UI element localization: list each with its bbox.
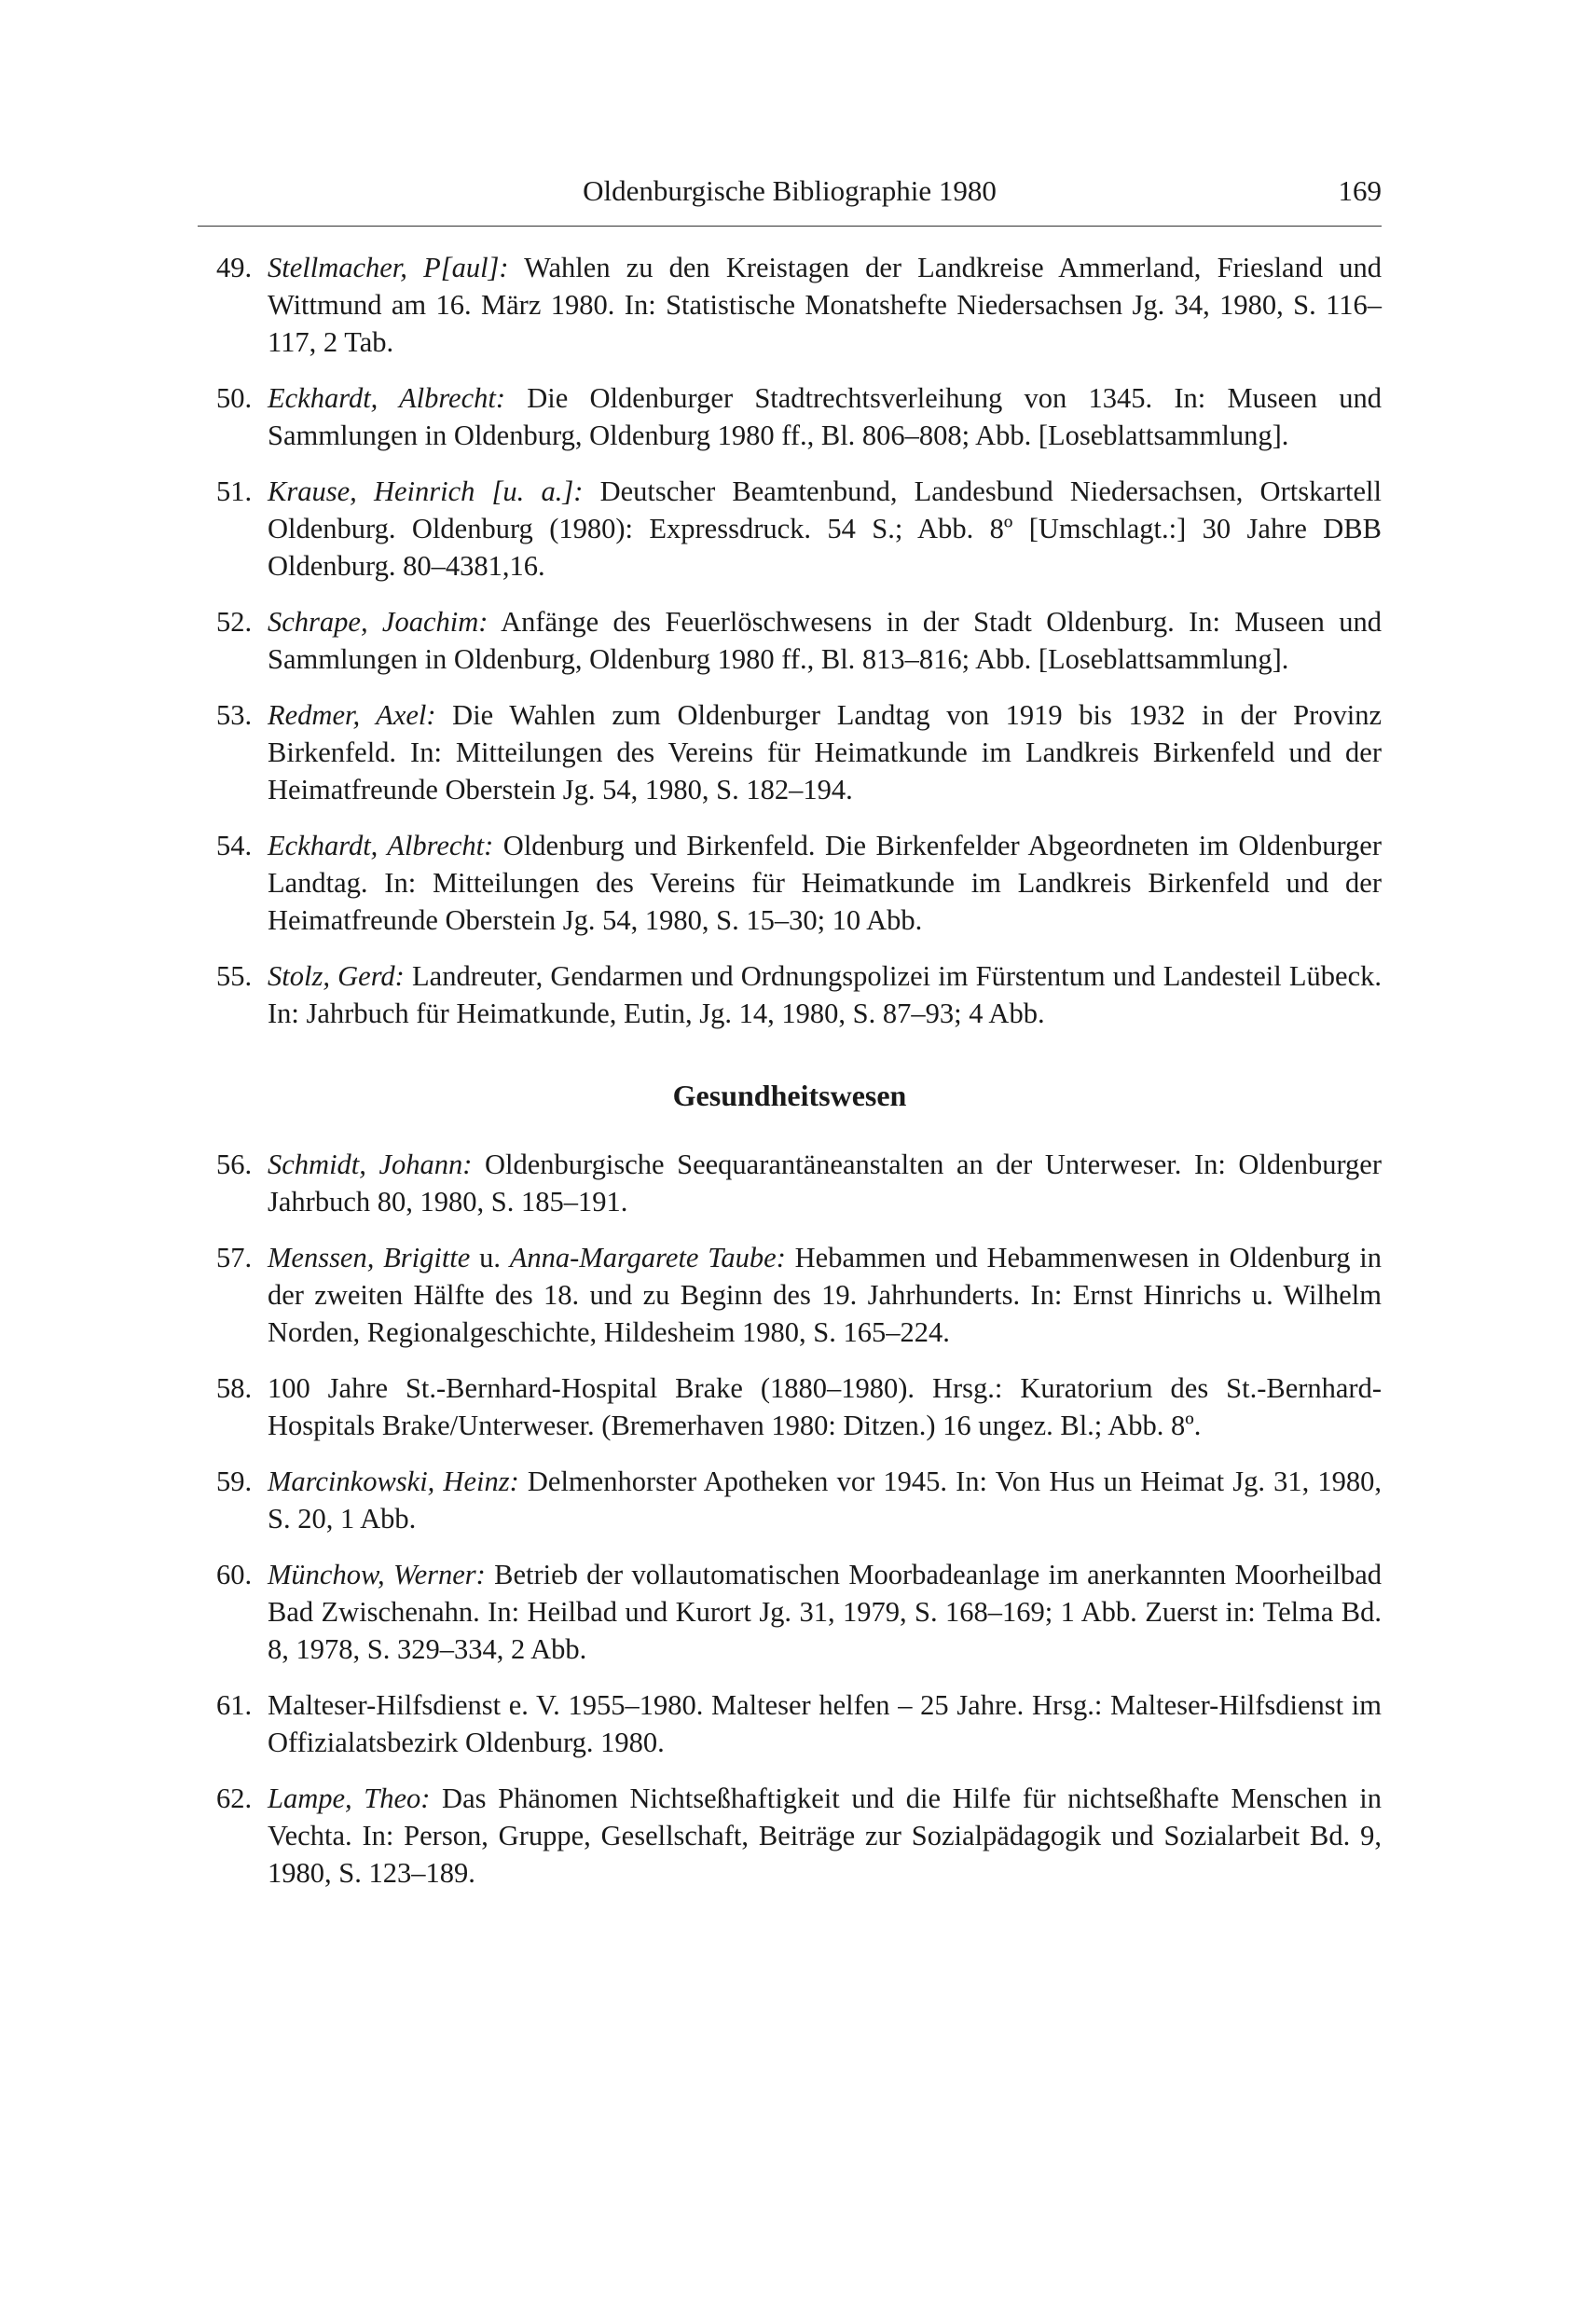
bibliography-entry	[198, 379, 1382, 454]
bibliography-entry	[198, 1146, 1382, 1220]
entry-author: Münchow, Werner:	[268, 1559, 486, 1590]
entry-number: 55.	[216, 960, 253, 992]
entry-author: Schmidt, Johann:	[268, 1149, 473, 1180]
entry-number: 50.	[216, 382, 253, 414]
entry-author: Eckhardt, Albrecht:	[268, 382, 506, 414]
bibliography-entry	[198, 249, 1382, 361]
bibliography-entry	[198, 473, 1382, 585]
bibliography-entry	[198, 1239, 1382, 1351]
bibliography-entry	[198, 1686, 1382, 1761]
entry-coauthor: Anna-Margarete Taube:	[509, 1242, 786, 1273]
entry-author: Krause, Heinrich [u. a.]:	[268, 475, 584, 507]
entry-number: 58.	[216, 1372, 253, 1404]
entry-text: Anfänge des Feuerlöschwesens in der Stadt Oldenburg. In: Museen und Sammlungen in Oldenburg, Oldenburg 1980 ff., Bl. 813–816; Abb. [Loseblattsammlung].	[268, 606, 1382, 675]
entry-text: Wahlen zu den Kreistagen der Landkreise Ammerland, Friesland und Wittmund am 16. März 1980. In: Statistische Monatshefte Niedersachsen Jg. 34, 1980, S. 116–117, 2 Tab.	[268, 252, 1382, 358]
bibliography-entry	[198, 696, 1382, 808]
entry-text: Oldenburg und Birkenfeld. Die Birkenfelder Abgeordneten im Oldenburger Landtag. In: Mitteilungen des Vereins für Heimatkunde im Landkreis Birkenfeld und der Heimatfreunde Oberstein Jg. 54, 1980, S. 15–30; 10 Abb.	[268, 830, 1382, 936]
entry-text: Landreuter, Gendarmen und Ordnungspolizei im Fürstentum und Landesteil Lübeck. In: Jahrbuch für Heimatkunde, Eutin, Jg. 14, 1980, S. 87–93; 4 Abb.	[268, 960, 1382, 1029]
entry-number: 59.	[216, 1466, 253, 1497]
bibliography-entry	[198, 1463, 1382, 1537]
header-rule	[198, 226, 1382, 227]
page-number: 169	[1338, 174, 1382, 207]
entry-text: Deutscher Beamtenbund, Landesbund Niedersachsen, Ortskartell Oldenburg. Oldenburg (1980): Expressdruck. 54 S.; Abb. 8º [Umschlagt.:] 30 Jahre DBB Oldenburg. 80–4381,16.	[268, 475, 1382, 582]
entry-text: Malteser-Hilfsdienst e. V. 1955–1980. Malteser helfen – 25 Jahre. Hrsg.: Malteser-Hilfsdienst im Offizialatsbezirk Oldenburg. 1980.	[268, 1689, 1382, 1758]
entry-author: Stellmacher, P[aul]:	[268, 252, 509, 283]
entry-number: 53.	[216, 699, 253, 731]
entry-author: Marcinkowski, Heinz:	[268, 1466, 519, 1497]
entry-text: Die Wahlen zum Oldenburger Landtag von 1919 bis 1932 in der Provinz Birkenfeld. In: Mitteilungen des Vereins für Heimatkunde im Landkreis Birkenfeld und der Heimatfreunde Oberstein Jg. 54, 1980, S. 182–194.	[268, 699, 1382, 805]
running-title: Oldenburgische Bibliographie 1980	[583, 174, 997, 207]
entry-text: Hebammen und Hebammenwesen in Oldenburg in der zweiten Hälfte des 18. und zu Beginn des 19. Jahrhunderts. In: Ernst Hinrichs u. Wilhelm Norden, Regionalgeschichte, Hildesheim 1980, S. 165–224.	[268, 1242, 1383, 1348]
entry-text: Betrieb der vollautomatischen Moorbadeanlage im anerkannten Moorheilbad Bad Zwischenahn. In: Heilbad und Kurort Jg. 31, 1979, S. 168–169; 1 Abb. Zuerst in: Telma Bd. 8, 1978, S. 329–334, 2 Abb.	[268, 1559, 1382, 1665]
entry-text: Die Oldenburger Stadtrechtsverleihung von 1345. In: Museen und Sammlungen in Oldenburg, Oldenburg 1980 ff., Bl. 806–808; Abb. [Loseblattsammlung].	[268, 382, 1382, 451]
entry-author: Menssen, Brigitte	[268, 1242, 471, 1273]
entry-number: 49.	[216, 252, 253, 283]
bibliography-list	[198, 249, 1382, 1892]
bibliography-entry	[198, 957, 1382, 1032]
entry-number: 54.	[216, 830, 253, 861]
entry-text: Das Phänomen Nichtseßhaftigkeit und die Hilfe für nichtseßhafte Menschen in Vechta. In: Person, Gruppe, Gesellschaft, Beiträge zur Sozialpädagogik und Sozialarbeit Bd. 9, 1980, S. 123–189.	[268, 1782, 1383, 1889]
entry-number: 62.	[216, 1782, 253, 1814]
entry-number: 57.	[216, 1242, 253, 1273]
entry-number: 61.	[216, 1689, 253, 1721]
bibliography-entry	[198, 603, 1382, 678]
bibliography-entry	[198, 827, 1382, 939]
running-header	[198, 168, 1382, 214]
entry-author: Redmer, Axel:	[268, 699, 436, 731]
entry-number: 51.	[216, 475, 253, 507]
entry-number: 52.	[216, 606, 253, 638]
document-page	[198, 168, 1382, 1910]
bibliography-entry	[198, 1556, 1382, 1668]
entry-number: 56.	[216, 1149, 253, 1180]
entry-author: Lampe, Theo:	[268, 1782, 431, 1814]
entry-text: Oldenburgische Seequarantäneanstalten an der Unterweser. In: Oldenburger Jahrbuch 80, 1980, S. 185–191.	[268, 1149, 1382, 1218]
bibliography-entry	[198, 1780, 1382, 1892]
section-heading: Gesundheitswesen	[672, 1079, 907, 1112]
entry-connector: u.	[470, 1242, 510, 1273]
entry-number: 60.	[216, 1559, 253, 1590]
entry-author: Schrape, Joachim:	[268, 606, 488, 638]
entry-text: 100 Jahre St.-Bernhard-Hospital Brake (1880–1980). Hrsg.: Kuratorium des St.-Bernhard-Hospitals Brake/Unterweser. (Bremerhaven 1980: Ditzen.) 16 ungez. Bl.; Abb. 8º.	[268, 1372, 1382, 1441]
bibliography-entry	[198, 1369, 1382, 1444]
entry-author: Eckhardt, Albrecht:	[268, 830, 494, 861]
entry-author: Stolz, Gerd:	[268, 960, 405, 992]
entry-text: Delmenhorster Apotheken vor 1945. In: Von Hus un Heimat Jg. 31, 1980, S. 20, 1 Abb.	[268, 1466, 1382, 1534]
